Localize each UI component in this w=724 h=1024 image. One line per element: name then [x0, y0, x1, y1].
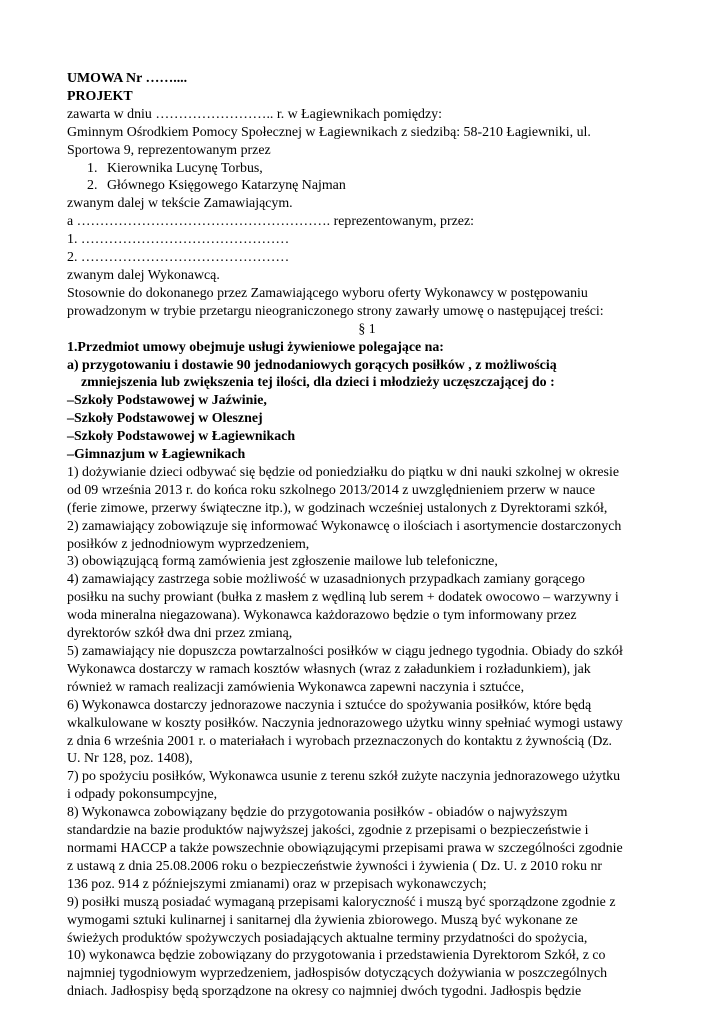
body-line: 6) Wykonawca dostarczy jednorazowe naczynia i sztućce do spożywania posiłków, które będą: [67, 697, 592, 713]
body-line: z dnia 6 września 2001 r. o materiałach i wyrobach przeznaczonych do kontaktu z żywnością (Dz.: [67, 733, 612, 749]
body-text: [67, 464, 667, 1001]
body-line: 9) posiłki muszą posiadać wymaganą przepisami kaloryczność i muszą być sporządzone zgodnie z: [67, 894, 616, 910]
representative-text: Głównego Księgowego Katarzynę Najman: [107, 178, 346, 194]
body-line: 2) zamawiający zobowiązuje się informować Wykonawcę o ilościach i asortymencie dostarczonych: [67, 518, 622, 534]
body-line: posiłków z jednodniowym wyprzedzeniem,: [67, 536, 310, 552]
body-line: (ferie zimowe, przerwy świąteczne itp.), w godzinach wcześniej ustalonych z Dyrektorami szkół,: [67, 500, 608, 516]
body-line: 5) zamawiający nie dopuszcza powtarzalności posiłków w ciągu jednego tygodnia. Obiady do szkół: [67, 644, 623, 659]
body-line: 1) dożywianie dzieci odbywać się będzie od poniedziałku do piątku w dni nauki szkolnej w okresie: [67, 464, 619, 480]
list-number: 1.: [87, 160, 98, 176]
intro-line: 2. ………………………………………: [67, 250, 290, 266]
body-line: od 09 września 2013 r. do końca roku szkolnego 2013/2014 z uwzględnieniem przerw w nauce: [67, 482, 596, 498]
intro-line: Stosownie do dokonanego przez Zamawiającego wyboru oferty Wykonawcy w postępowaniu: [67, 285, 588, 301]
intro-line: 1. ………………………………………: [67, 232, 290, 248]
intro-line: zwanym dalej w tekście Zamawiającym.: [67, 196, 293, 212]
intro-line: Sportowa 9, reprezentowanym przez: [67, 142, 271, 158]
body-line: 3) obowiązującą formą zamówienia jest zgłoszenie mailowe lub telefoniczne,: [67, 554, 498, 570]
intro-line: zwanym dalej Wykonawcą.: [67, 267, 220, 283]
intro-line: a ………………………………………………. reprezentowanym, przez:: [67, 214, 474, 230]
body-line: 136 poz. 914 z późniejszymi zmianami) oraz w przepisach wykonawczych;: [67, 876, 487, 892]
intro-line: zawarta w dniu …………………….. r. w Łagiewnikach pomiędzy:: [67, 106, 442, 122]
section-mark: § 1: [358, 321, 376, 337]
intro-line: prowadzonym w trybie przetargu nieograniczonego strony zawarły umowę o następującej treści:: [67, 303, 604, 319]
representative-text: Kierownika Lucynę Torbus,: [107, 160, 263, 176]
section-heading: a) przygotowaniu i dostawie 90 jednodaniowych gorących posiłków , z możliwością: [67, 357, 557, 373]
document-subtitle: PROJEKT: [67, 88, 133, 104]
school-item: –Szkoły Podstawowej w Olesznej: [67, 411, 263, 427]
section-heading: 1.Przedmiot umowy obejmuje usługi żywieniowe polegające na:: [67, 339, 444, 355]
body-line: posiłku na suchy prowiant (bułka z masłem z wędliną lub serem + dodatek owocowo – warzywny i: [67, 590, 619, 606]
body-line: dyrektorów szkół dwa dni przez zmianą,: [67, 626, 293, 642]
representative-item: [67, 160, 667, 178]
body-line: standardzie na bazie produktów najwyższej jakości, zgodnie z przepisami o bezpieczeństwie i: [67, 823, 589, 839]
document-page: [67, 70, 667, 1001]
body-line: woda mineralna niegazowana). Wykonawca każdorazowo będzie o tym informowany przez: [67, 608, 577, 624]
body-line: 7) po spożyciu posiłków, Wykonawca usunie z terenu szkół zużyte naczynia jednorazowego użytku: [67, 769, 621, 785]
intro-line: Gminnym Ośrodkiem Pomocy Społecznej w Łagiewnikach z siedzibą: 58-210 Łagiewniki, ul.: [67, 124, 591, 140]
body-line: wkalkulowane w koszty posiłków. Naczynia jednorazowego użytku winny spełniać wymogi ustawy: [67, 715, 623, 731]
body-line: U. Nr 128, poz. 1408),: [67, 751, 193, 767]
representative-item: [67, 177, 667, 195]
section-heading: zmniejszenia lub zwiększenia tej ilości, dla dzieci i młodzieży uczęszczającej do :: [81, 375, 555, 391]
list-number: 2.: [87, 178, 98, 194]
body-line: z ustawą z dnia 25.08.2006 roku o bezpieczeństwie żywności i żywienia ( Dz. U. z 2010 roku nr: [67, 858, 603, 874]
body-line: normami HACCP a także powszechnie obowiązującymi przepisami prawa w szczególności zgodnie: [67, 840, 623, 856]
document-title: UMOWA Nr ……....: [67, 71, 188, 86]
body-line: wymogami sztuki kulinarnej i sanitarnej dla żywienia zbiorowego. Muszą być wykonane ze: [67, 912, 578, 928]
body-line: również w ramach realizacji zamówienia Wykonawca zapewni naczynia i sztućce,: [67, 679, 525, 695]
body-line: świeżych produktów spożywczych posiadających aktualne terminy przydatności do spożycia,: [67, 930, 588, 946]
body-line: najmniej tygodniowym wyprzedzeniem, jadłospisów dotyczących dożywiania w poszczególnych: [67, 966, 608, 982]
body-line: 4) zamawiający zastrzega sobie możliwość w uzasadnionych przypadkach zamiany gorącego: [67, 572, 585, 588]
school-item: –Szkoły Podstawowej w Jaźwinie,: [67, 393, 267, 409]
school-item: –Szkoły Podstawowej w Łagiewnikach: [67, 429, 296, 445]
body-line: i odpady pokonsumpcyjne,: [67, 787, 218, 803]
body-line: 10) wykonawca będzie zobowiązany do przygotowania i przedstawienia Dyrektorom Szkół, z co: [67, 948, 606, 964]
body-line: dniach. Jadłospisy będą sporządzone na okresy co najmniej dwóch tygodni. Jadłospis będzie: [67, 984, 582, 1000]
body-line: 8) Wykonawca zobowiązany będzie do przygotowania posiłków - obiadów o najwyższym: [67, 805, 568, 821]
body-line: Wykonawca dostarczy w ramach kosztów własnych (wraz z załadunkiem i rozładunkiem), jak: [67, 661, 591, 677]
school-item: –Gimnazjum w Łagiewnikach: [67, 447, 246, 463]
